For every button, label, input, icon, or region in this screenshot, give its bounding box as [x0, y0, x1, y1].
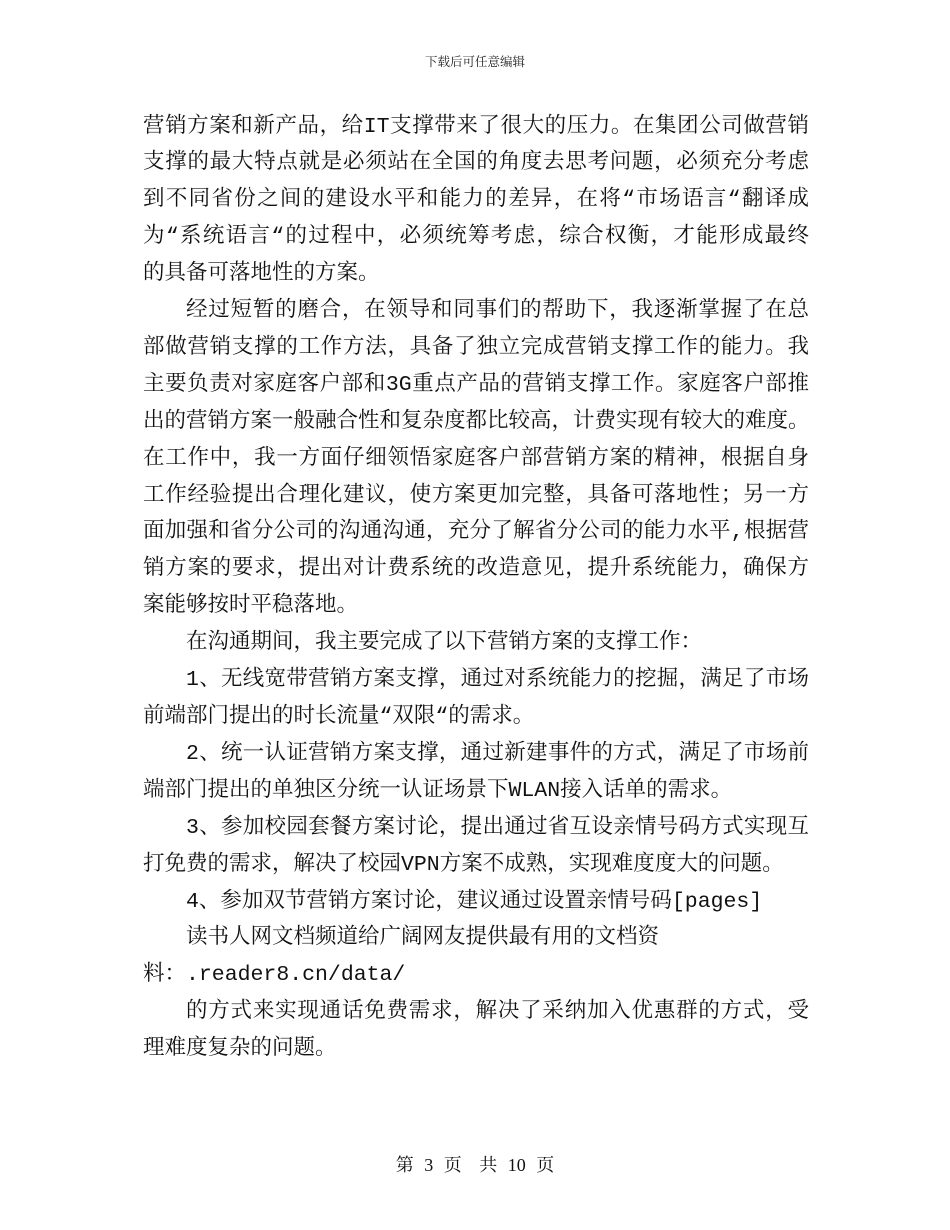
text-line: 支撑的最大特点就是必须站在全国的角度去思考问题，必须充分考虑: [143, 151, 809, 176]
text-line: 部做营销支撑的工作方法，具备了独立完成营销支撑工作的能力。我: [143, 335, 809, 360]
text-line: 主要负责对家庭客户部和3G重点产品的营销支撑工作。家庭客户部推: [143, 372, 809, 397]
footer-page-label: 页: [443, 1155, 462, 1175]
text-line: 销方案的要求，提出对计费系统的改造意见，提升系统能力，确保方: [143, 557, 809, 582]
list-item-1: [143, 662, 809, 736]
footer-current-page: 3: [424, 1155, 434, 1175]
text-line: 4、参加双节营销方案讨论，建议通过设置亲情号码[pages]: [186, 889, 763, 914]
text-line: 案能够按时平稳落地。: [143, 594, 359, 619]
text-line: 为“系统语言“的过程中，必须统筹考虑，综合权衡，才能形成最终: [143, 225, 809, 250]
text-line: 2、统一认证营销方案支撑，通过新建事件的方式，满足了市场前: [186, 741, 809, 766]
paragraph-work-method: [143, 293, 809, 625]
text-line: 前端部门提出的时长流量“双限“的需求。: [143, 705, 535, 729]
text-line: 的具备可落地性的方案。: [143, 262, 380, 287]
text-line: 面加强和省分公司的沟通沟通，充分了解省分公司的能力水平,根据营: [143, 520, 809, 545]
text-line: 读书人网文档频道给广阔网友提供最有用的文档资: [186, 926, 660, 951]
footer-page-label: 页: [536, 1155, 555, 1175]
text-line: 打免费的需求，解决了校园VPN方案不成熟，实现难度度大的问题。: [143, 852, 784, 877]
paragraph-continued: [143, 109, 809, 294]
text-line: 端部门提出的单独区分统一认证场景下WLAN接入话单的需求。: [143, 778, 733, 803]
document-body: [143, 109, 809, 1069]
list-item-2: [143, 736, 809, 810]
footer-page-label: 第: [395, 1155, 414, 1175]
text-line: 工作经验提出合理化建议，使方案更加完整，具备可落地性；另一方: [143, 483, 809, 508]
footer-total-pages: 10: [507, 1155, 526, 1175]
paragraph-source-note: [143, 920, 809, 994]
page-footer: [0, 1153, 950, 1177]
text-line: 在沟通期间，我主要完成了以下营销方案的支撑工作：: [186, 631, 703, 656]
text-line: 出的营销方案一般融合性和复杂度都比较高，计费实现有较大的难度。: [143, 409, 810, 434]
list-item-3: [143, 810, 809, 884]
footer-total-label: 共: [479, 1155, 498, 1175]
text-line: 料：.reader8.cn/data/: [143, 963, 406, 988]
text-line: 营销方案和新产品，给IT支撑带来了很大的压力。在集团公司做营销: [143, 114, 809, 139]
page-header-note: 下载后可任意编辑: [424, 54, 525, 69]
text-line: 的方式来实现通话免费需求，解决了采纳加入优惠群的方式，受: [186, 1000, 809, 1025]
text-line: 到不同省份之间的建设水平和能力的差异，在将“市场语言“翻译成: [143, 188, 809, 213]
paragraph-list-intro: [143, 625, 809, 662]
list-item-4-continuation: [143, 994, 809, 1068]
text-line: 理难度复杂的问题。: [143, 1037, 337, 1062]
text-line: 经过短暂的磨合，在领导和同事们的帮助下，我逐渐掌握了在总: [186, 299, 809, 324]
text-line: 在工作中，我一方面仔细领悟家庭客户部营销方案的精神，根据自身: [143, 446, 809, 471]
list-item-4: [143, 884, 809, 921]
text-line: 3、参加校园套餐方案讨论，提出通过省互设亲情号码方式实现互: [186, 815, 809, 840]
text-line: 1、无线宽带营销方案支撑，通过对系统能力的挖掘，满足了市场: [186, 668, 809, 693]
